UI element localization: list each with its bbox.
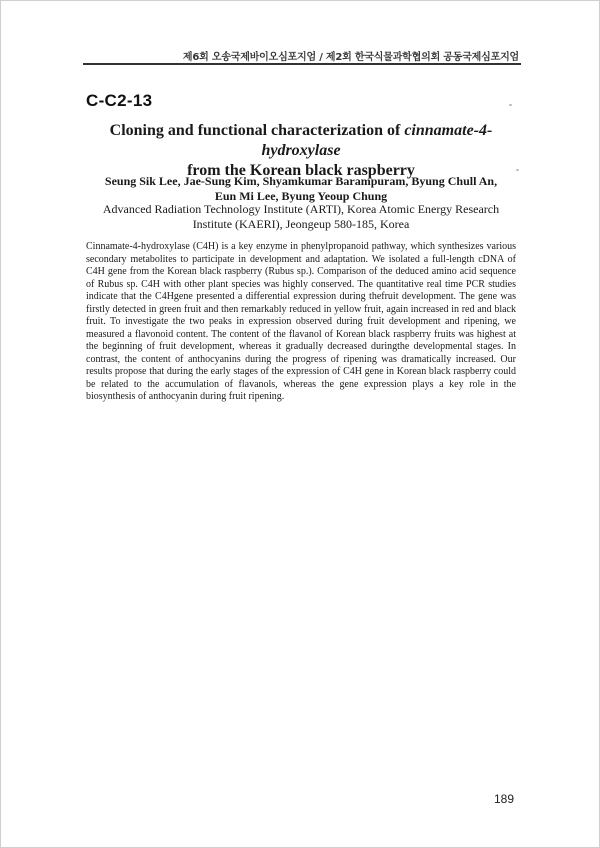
title-part1: Cloning and functional characterization of (109, 122, 405, 139)
header-rule (83, 63, 521, 65)
session-code: C-C2-13 (86, 91, 153, 110)
paper-title (71, 121, 531, 181)
abstract-text: Cinnamate-4-hydroxylase (C4H) is a key enzyme in phenylpropanoid pathway, which synthesizes various secondary metabolites to participate in development and adaptation. We isolated a full-length cDNA of C4H gene from the Korean black raspberry (Rubus sp.). Comparison of the deduced amino acid sequence of Rubus sp. C4H with other plant species was highly conserved. The quantitative real time PCR studies indicate that the C4Hgene presented a differential expression during thefruit development. The gene was firstly detected in green fruit and then remarkably reduced in yellow fruit, again increased in red and black fruit. To investigate the two peaks in expression observed during fruit development and ripening, we measured a flavonoid content. The content of the flavanol of Korean black raspberry fruits was highest at the beginning of fruit development, whereas it gradually decreased duringthe developmental stages. In contrast, the content of anthocyanins during the progress of ripening was dramatically increased. Our results propose that during the early stages of the expression of C4H gene in Korean black raspberry could be related to the accumulation of flavanols, whereas the gene expression plays a key role in the biosynthesis of anthocyanin during fruit ripening. (86, 241, 516, 402)
scan-speck (516, 169, 519, 171)
affiliation-line2: Institute (KAERI), Jeongeup 580-185, Korea (192, 217, 410, 231)
authors-line2: Eun Mi Lee, Byung Yeoup Chung (214, 189, 388, 203)
title-part2: from the Korean black raspberry (187, 162, 415, 179)
title-italic: cinnamate-4-hydroxylase (261, 122, 493, 159)
authors-line1: Seung Sik Lee, Jae-Sung Kim, Shyamkumar Barampuram, Byung Chull An, (104, 174, 498, 188)
running-header: 제6회 오송국제바이오심포지엄 / 제2회 한국식물과학협의회 공동국제심포지엄 (182, 52, 519, 63)
affiliation-line1: Advanced Radiation Technology Institute (ARTI), Korea Atomic Energy Research (102, 202, 500, 216)
scan-speck (509, 104, 512, 106)
affiliation (81, 202, 521, 232)
page-number: 189 (493, 792, 514, 806)
authors (81, 174, 521, 204)
